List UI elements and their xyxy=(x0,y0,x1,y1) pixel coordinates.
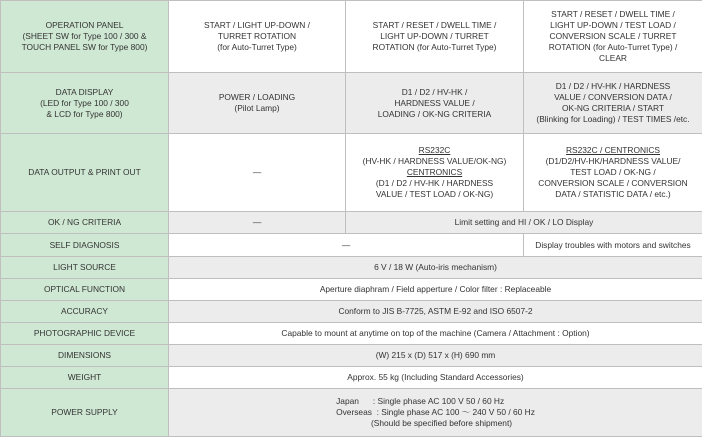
row-accuracy xyxy=(1,301,702,323)
label-accuracy: ACCURACY xyxy=(1,301,169,323)
operation-panel-type100: START / LIGHT UP-DOWN / TURRET ROTATION (for Auto-Turret Type) xyxy=(169,1,346,73)
light-source-value: 6 V / 18 W (Auto-iris mechanism) xyxy=(169,257,702,279)
label-data-output: DATA OUTPUT & PRINT OUT xyxy=(1,134,169,212)
accuracy-value: Conform to JIS B-7725, ASTM E-92 and ISO 6507-2 xyxy=(169,301,702,323)
row-weight xyxy=(1,367,702,389)
data-output-type300: RS232C (HV-HK / HARDNESS VALUE/OK-NG) CENTRONICS (D1 / D2 / HV-HK / HARDNESS VALUE / TEST LOAD / OK-NG) xyxy=(346,134,524,212)
row-self-diagnosis xyxy=(1,234,702,257)
row-operation-panel xyxy=(1,1,702,73)
data-display-type800: D1 / D2 / HV-HK / HARDNESS VALUE / CONVERSION DATA / OK-NG CRITERIA / START (Blinking for Loading) / TEST TIMES /etc. xyxy=(524,73,702,134)
row-ok-ng-criteria xyxy=(1,212,702,234)
data-output-type800: RS232C / CENTRONICS (D1/D2/HV-HK/HARDNESS VALUE/ TEST LOAD / OK-NG / CONVERSION SCALE / CONVERSION DATA / STATISTIC DATA / etc.) xyxy=(524,134,702,212)
label-operation-panel: OPERATION PANEL (SHEET SW for Type 100 / 300 & TOUCH PANEL SW for Type 800) xyxy=(1,1,169,73)
label-ok-ng-criteria: OK / NG CRITERIA xyxy=(1,212,169,234)
self-diagnosis-type800: Display troubles with motors and switches xyxy=(524,234,702,257)
row-photographic-device xyxy=(1,323,702,345)
operation-panel-type800: START / RESET / DWELL TIME / LIGHT UP-DOWN / TEST LOAD / CONVERSION SCALE / TURRET ROTATION (for Auto-Turret Type) / CLEAR xyxy=(524,1,702,73)
operation-panel-type300: START / RESET / DWELL TIME / LIGHT UP-DOWN / TURRET ROTATION (for Auto-Turret Type) xyxy=(346,1,524,73)
optical-function-value: Aperture diaphram / Field apperture / Color filter : Replaceable xyxy=(169,279,702,301)
data-output-type100: — xyxy=(169,134,346,212)
ok-ng-type300-800: Limit setting and HI / OK / LO Display xyxy=(346,212,702,234)
label-self-diagnosis: SELF DIAGNOSIS xyxy=(1,234,169,257)
dimensions-value: (W) 215 x (D) 517 x (H) 690 mm xyxy=(169,345,702,367)
ok-ng-type100: — xyxy=(169,212,346,234)
power-supply-overseas: Overseas : Single phase AC 100 ～ 240 V 50 / 60 Hz xyxy=(336,407,535,417)
power-supply-japan: Japan : Single phase AC 100 V 50 / 60 Hz xyxy=(336,396,505,406)
power-supply-note: (Should be specified before shipment) xyxy=(336,418,513,428)
row-data-output xyxy=(1,134,702,212)
row-data-display xyxy=(1,73,702,134)
row-light-source xyxy=(1,257,702,279)
data-display-type300: D1 / D2 / HV-HK / HARDNESS VALUE / LOADING / OK-NG CRITERIA xyxy=(346,73,524,134)
row-dimensions xyxy=(1,345,702,367)
row-optical-function xyxy=(1,279,702,301)
row-power-supply xyxy=(1,389,702,437)
data-display-type100: POWER / LOADING (Pilot Lamp) xyxy=(169,73,346,134)
label-optical-function: OPTICAL FUNCTION xyxy=(1,279,169,301)
weight-value: Approx. 55 kg (Including Standard Accessories) xyxy=(169,367,702,389)
photographic-device-value: Capable to mount at anytime on top of the machine (Camera / Attachment : Option) xyxy=(169,323,702,345)
label-data-display: DATA DISPLAY (LED for Type 100 / 300 & LCD for Type 800) xyxy=(1,73,169,134)
power-supply-value xyxy=(169,389,702,437)
label-light-source: LIGHT SOURCE xyxy=(1,257,169,279)
self-diagnosis-type100-300: — xyxy=(169,234,524,257)
label-photographic-device: PHOTOGRAPHIC DEVICE xyxy=(1,323,169,345)
label-dimensions: DIMENSIONS xyxy=(1,345,169,367)
label-power-supply: POWER SUPPLY xyxy=(1,389,169,437)
label-weight: WEIGHT xyxy=(1,367,169,389)
